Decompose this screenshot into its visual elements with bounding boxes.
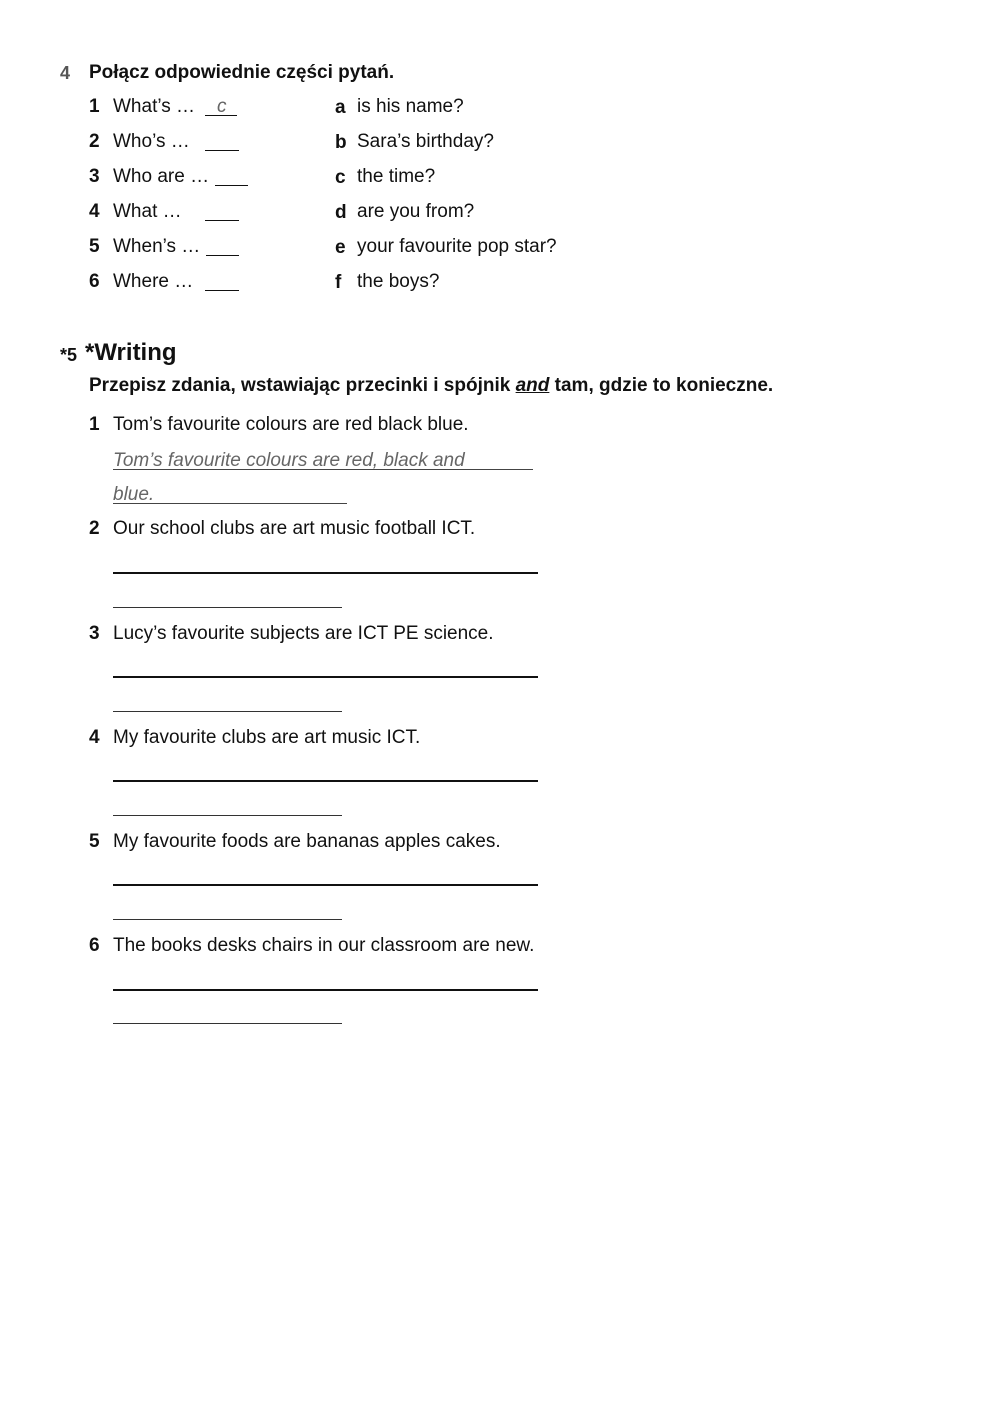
instruction-text-before: Przepisz zdania, wstawiając przecinki i spójnik	[89, 375, 511, 396]
exercise-4-number: 4	[60, 63, 71, 83]
writing-line[interactable]	[113, 711, 342, 712]
item-number: 4	[89, 727, 100, 748]
item-number: 5	[89, 236, 100, 257]
writing-line[interactable]	[113, 607, 342, 608]
match-answer[interactable]: c	[217, 96, 227, 117]
writing-line[interactable]	[113, 1023, 342, 1024]
exercise-4-instruction: Połącz odpowiednie części pytań.	[89, 62, 395, 83]
item-number: 3	[89, 166, 100, 187]
item-number: 6	[89, 935, 100, 956]
sentence-prompt: Our school clubs are art music football ICT.	[113, 518, 476, 539]
option-letter: e	[335, 237, 346, 258]
question-end: is his name?	[357, 96, 464, 117]
item-number: 5	[89, 831, 100, 852]
writing-line[interactable]	[113, 503, 347, 504]
item-number: 1	[89, 414, 100, 435]
option-letter: c	[335, 167, 346, 188]
question-end: Sara’s birthday?	[357, 131, 494, 152]
question-end: your favourite pop star?	[357, 236, 557, 257]
answer-blank[interactable]	[215, 185, 248, 186]
writing-line[interactable]	[113, 469, 533, 470]
item-number: 4	[89, 201, 100, 222]
question-start: What …	[113, 201, 182, 222]
option-letter: d	[335, 202, 347, 223]
question-end: are you from?	[357, 201, 475, 222]
item-number: 3	[89, 623, 100, 644]
sentence-prompt: Lucy’s favourite subjects are ICT PE science.	[113, 623, 494, 644]
question-end: the time?	[357, 166, 436, 187]
writing-line[interactable]	[113, 989, 538, 991]
writing-line[interactable]	[113, 884, 538, 886]
writing-line[interactable]	[113, 572, 538, 574]
item-number: 1	[89, 96, 100, 117]
sentence-prompt: My favourite foods are bananas apples cakes.	[113, 831, 501, 852]
option-letter: b	[335, 132, 347, 153]
writing-line[interactable]	[113, 815, 342, 816]
question-start: Who’s …	[113, 131, 190, 152]
sentence-prompt: Tom’s favourite colours are red black blue.	[113, 414, 469, 435]
sentence-prompt: My favourite clubs are art music ICT.	[113, 727, 421, 748]
option-letter: f	[335, 272, 342, 293]
question-start: Where …	[113, 271, 194, 292]
option-letter: a	[335, 97, 346, 118]
item-number: 6	[89, 271, 100, 292]
writing-line[interactable]	[113, 780, 538, 782]
example-answer-line-1: Tom’s favourite colours are red, black and	[113, 450, 465, 471]
exercise-5-title: *Writing	[85, 339, 177, 366]
item-number: 2	[89, 518, 100, 539]
question-start: When’s …	[113, 236, 201, 257]
answer-blank[interactable]	[206, 255, 239, 256]
sentence-prompt: The books desks chairs in our classroom are new.	[113, 935, 535, 956]
writing-line[interactable]	[113, 676, 538, 678]
exercise-5-number: *5	[60, 345, 78, 365]
answer-blank[interactable]	[205, 220, 239, 221]
question-start: What’s …	[113, 96, 196, 117]
answer-blank[interactable]	[205, 150, 239, 151]
example-answer-line-2: blue.	[113, 484, 155, 505]
question-end: the boys?	[357, 271, 440, 292]
answer-blank[interactable]	[205, 115, 237, 116]
question-start: Who are …	[113, 166, 210, 187]
exercise-5-instruction	[89, 375, 773, 397]
instruction-text-after: tam, gdzie to konieczne.	[554, 375, 774, 396]
instruction-keyword: and	[515, 375, 550, 396]
writing-line[interactable]	[113, 919, 342, 920]
item-number: 2	[89, 131, 100, 152]
answer-blank[interactable]	[205, 290, 239, 291]
